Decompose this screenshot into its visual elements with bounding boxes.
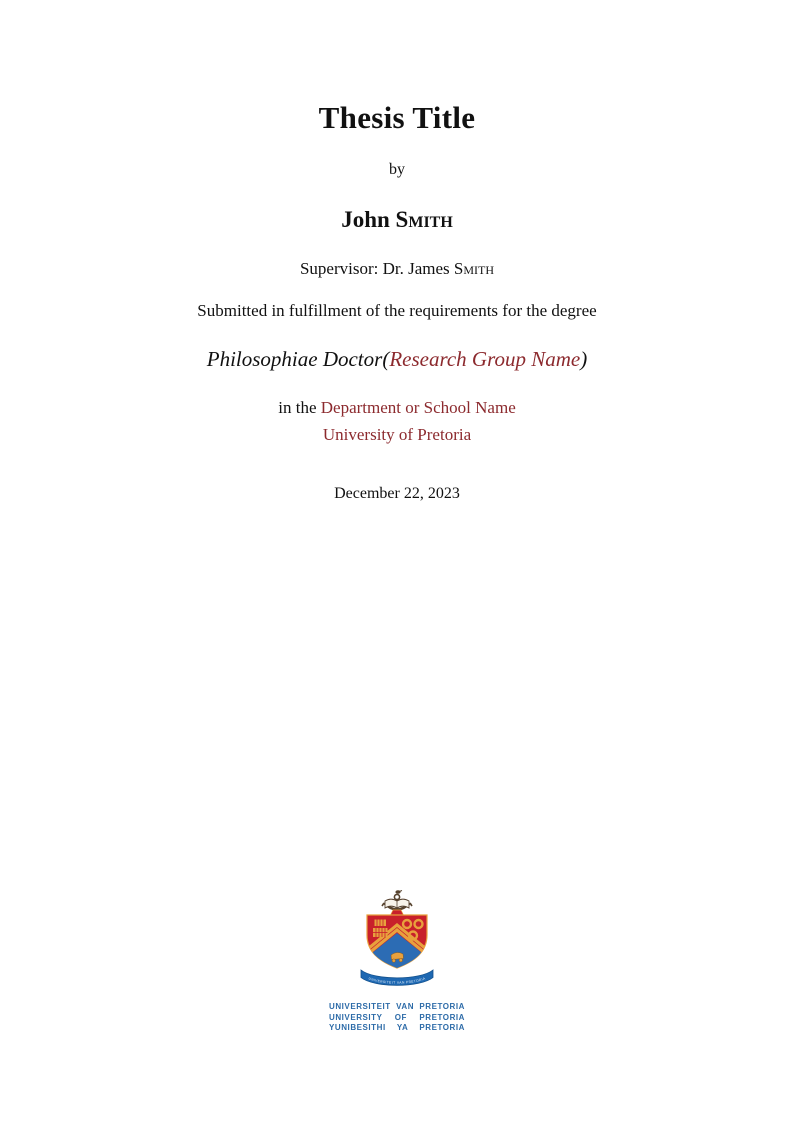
submission-date: December 22, 2023 bbox=[334, 485, 460, 502]
degree-name: Philosophiae Doctor( bbox=[206, 347, 390, 371]
author-surname: Smith bbox=[395, 207, 453, 232]
degree-line bbox=[0, 346, 794, 372]
title-block bbox=[0, 0, 794, 504]
organ-pipes-emblem bbox=[373, 920, 388, 938]
thesis-title: Thesis Title bbox=[318, 100, 476, 135]
department-name: Department or School Name bbox=[320, 398, 516, 417]
author-name bbox=[0, 206, 794, 234]
byline: by bbox=[389, 161, 405, 178]
wordmark-line-afrikaans: UNIVERSITEIT VAN PRETORIA bbox=[329, 1002, 465, 1011]
degree-close-paren: ) bbox=[580, 347, 588, 371]
research-group-name: Research Group Name bbox=[389, 347, 581, 371]
university-wordmark bbox=[329, 1002, 465, 1034]
wordmark-line-english: UNIVERSITY OF PRETORIA bbox=[329, 1012, 465, 1022]
department-line bbox=[0, 397, 794, 419]
submission-statement: Submitted in fulfillment of the requirements for the degree bbox=[197, 301, 597, 320]
supervisor-line bbox=[0, 258, 794, 280]
ribbon-banner bbox=[361, 970, 433, 985]
supervisor-surname: Smith bbox=[453, 259, 495, 278]
anchor-book-icon bbox=[382, 890, 412, 915]
ribbon-text: UNIVERSITEIT VAN PRETORIA bbox=[367, 976, 427, 985]
university-name: University of Pretoria bbox=[322, 425, 472, 444]
up-crest-icon bbox=[358, 889, 436, 991]
shield bbox=[362, 915, 432, 981]
wordmark-line-sepedi: YUNIBESITHI YA PRETORIA bbox=[329, 1023, 465, 1032]
supervisor-prefix: Supervisor: Dr. James bbox=[299, 259, 454, 278]
author-given-name: John bbox=[341, 207, 396, 232]
university-logo bbox=[0, 889, 794, 1034]
department-prefix: in the bbox=[278, 398, 321, 417]
